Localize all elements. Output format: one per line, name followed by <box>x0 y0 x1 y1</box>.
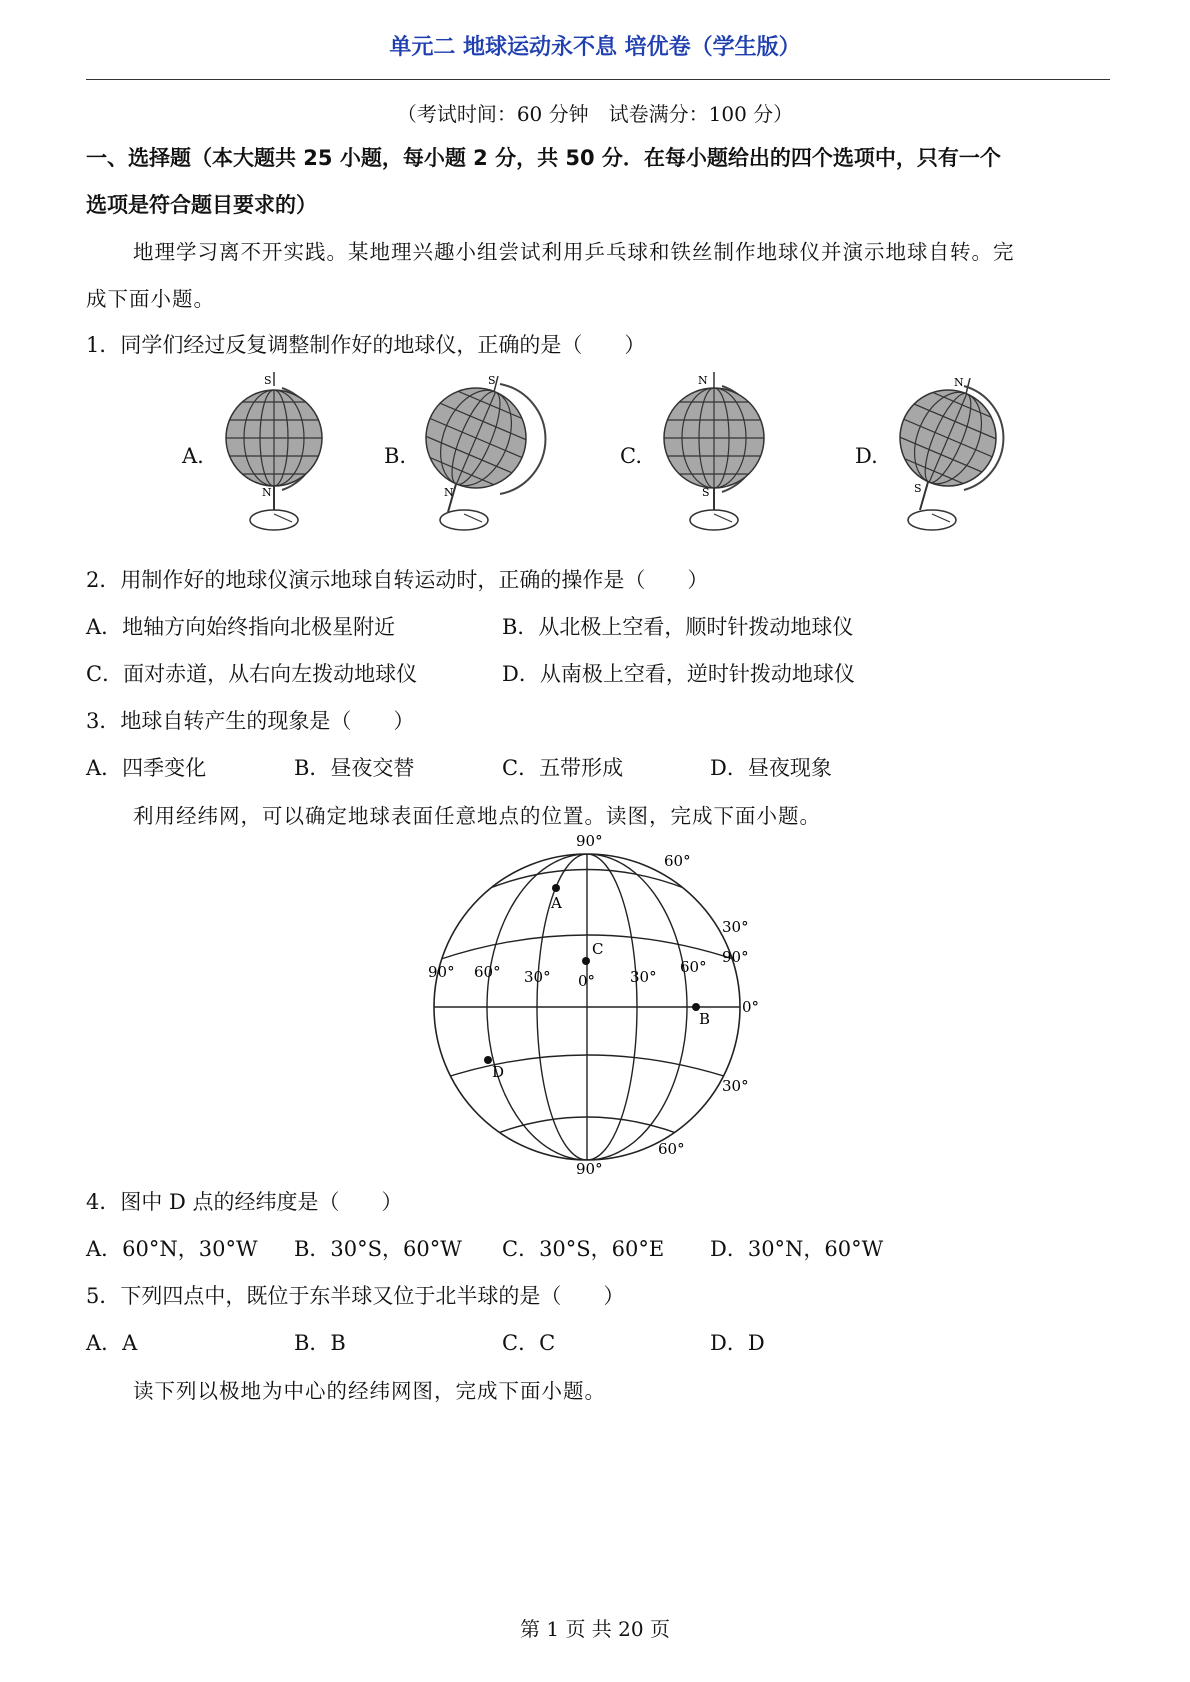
q5-option-a: A．A <box>86 1331 138 1355</box>
globe-a-bottom-pole: N <box>262 486 272 499</box>
point-a-marker <box>552 884 560 892</box>
q1-option-c-label: C. <box>620 444 642 468</box>
q1-option-d-label: D. <box>855 444 878 468</box>
label-lon-0: 0° <box>578 972 596 990</box>
intro-paragraph-3: 读下列以极地为中心的经纬网图，完成下面小题。 <box>133 1379 606 1403</box>
label-lon-e90: 90° <box>722 948 749 966</box>
globe-b-bottom-pole: N <box>444 486 454 499</box>
globe-option-a <box>212 372 342 542</box>
globe-b-top-pole: S <box>488 374 496 387</box>
globe-option-d <box>888 372 1018 542</box>
page-number: 第 1 页 共 20 页 <box>520 1617 670 1641</box>
label-lat-0: 0° <box>742 998 760 1016</box>
q5-option-c: C．C <box>502 1331 556 1355</box>
q2-option-b: B．从北极上空看，顺时针拨动地球仪 <box>502 615 854 639</box>
q3-option-c: C．五带形成 <box>502 756 624 780</box>
label-lat-30s: 30° <box>722 1077 749 1095</box>
q4-option-c: C．30°S，60°E <box>502 1237 665 1261</box>
globe-option-b <box>420 372 550 542</box>
point-d-marker <box>484 1056 492 1064</box>
globe-d-bottom-pole: S <box>914 482 922 495</box>
q2-option-a: A．地轴方向始终指向北极星附近 <box>86 615 396 639</box>
point-d-label: D <box>492 1063 505 1081</box>
lat-lon-grid-figure <box>420 832 780 1182</box>
intro-paragraph-1-line-2: 成下面小题。 <box>86 287 215 311</box>
page-title: 单元二 地球运动永不息 培优卷（学生版） <box>389 35 801 60</box>
label-bottom-90: 90° <box>576 1160 603 1178</box>
q1-option-b-label: B. <box>384 444 407 468</box>
intro-paragraph-2: 利用经纬网，可以确定地球表面任意地点的位置。读图，完成下面小题。 <box>133 804 821 828</box>
intro-paragraph-1-line-1: 地理学习离不开实践。某地理兴趣小组尝试利用乒乓球和铁丝制作地球仪并演示地球自转。完 <box>133 240 1015 264</box>
q4-option-b: B．30°S，60°W <box>294 1237 462 1261</box>
label-lon-w30: 30° <box>524 968 551 986</box>
label-lon-w60: 60° <box>474 963 501 981</box>
label-top-90: 90° <box>576 832 603 850</box>
point-c-label: C <box>592 940 604 958</box>
header-divider <box>86 79 1110 80</box>
question-5-stem: 5．下列四点中，既位于东半球又位于北半球的是（ ） <box>86 1284 625 1308</box>
label-lat-60n: 60° <box>664 852 691 870</box>
globe-c-bottom-pole: S <box>702 486 710 499</box>
section-heading-line-1: 一、选择题（本大题共 25 小题，每小题 2 分，共 50 分．在每小题给出的四个选项中，只有一个 <box>86 146 1001 170</box>
point-a-label: A <box>551 894 562 912</box>
globe-option-c <box>652 372 782 542</box>
label-lon-w90: 90° <box>428 963 455 981</box>
label-lat-60s: 60° <box>658 1140 685 1158</box>
q5-option-d: D．D <box>710 1331 765 1355</box>
section-heading-line-2: 选项是符合题目要求的） <box>86 193 317 217</box>
q5-option-b: B．B <box>294 1331 346 1355</box>
point-c-marker <box>582 957 590 965</box>
q2-option-c: C．面对赤道，从右向左拨动地球仪 <box>86 662 418 686</box>
globe-c-top-pole: N <box>698 374 708 387</box>
q3-option-b: B．昼夜交替 <box>294 756 415 780</box>
label-lat-30n: 30° <box>722 918 749 936</box>
globe-d-top-pole: N <box>954 376 964 389</box>
label-lon-e60: 60° <box>680 958 707 976</box>
question-4-stem: 4．图中 D 点的经纬度是（ ） <box>86 1190 403 1214</box>
point-b-label: B <box>699 1010 711 1028</box>
label-lon-e30: 30° <box>630 968 657 986</box>
q3-option-d: D．昼夜现象 <box>710 756 832 780</box>
question-3-stem: 3．地球自转产生的现象是（ ） <box>86 709 415 733</box>
question-2-stem: 2．用制作好的地球仪演示地球自转运动时，正确的操作是（ ） <box>86 568 709 592</box>
q2-option-d: D．从南极上空看，逆时针拨动地球仪 <box>502 662 855 686</box>
q4-option-a: A．60°N，30°W <box>86 1237 258 1261</box>
q1-option-a-label: A. <box>182 444 204 468</box>
question-1-stem: 1．同学们经过反复调整制作好的地球仪，正确的是（ ） <box>86 333 646 357</box>
q3-option-a: A．四季变化 <box>86 756 207 780</box>
q4-option-d: D．30°N，60°W <box>710 1237 884 1261</box>
globe-a-top-pole: S <box>264 374 272 387</box>
exam-info: （考试时间：60 分钟 试卷满分：100 分） <box>396 102 794 126</box>
